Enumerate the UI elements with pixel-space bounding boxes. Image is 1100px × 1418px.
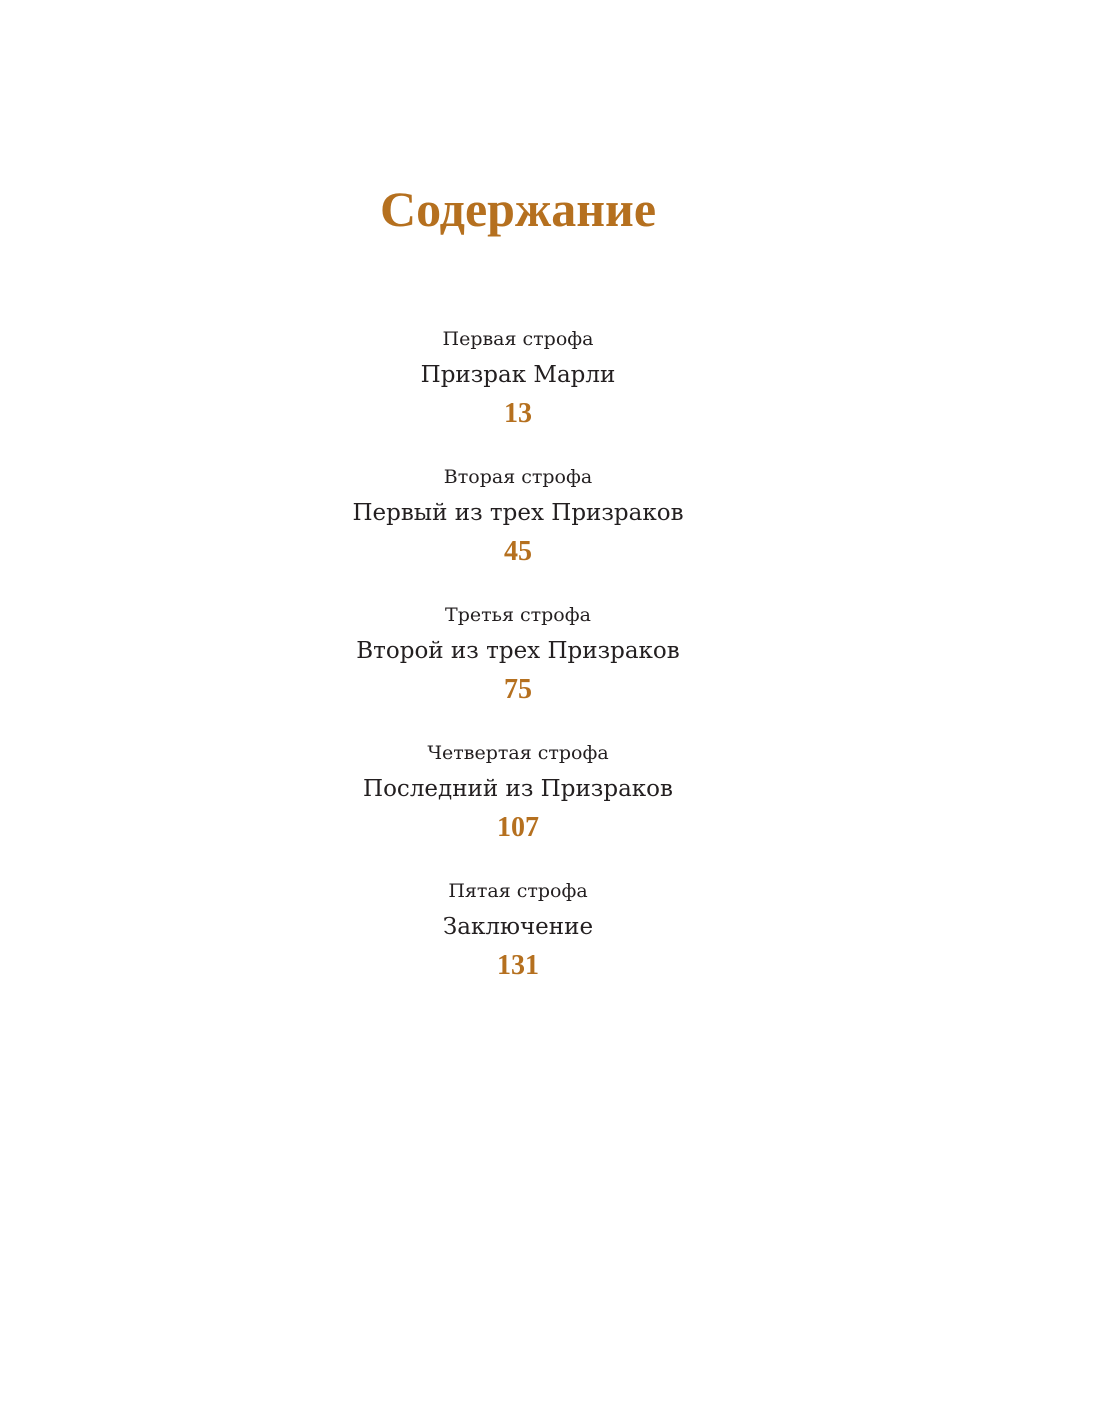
- toc-entry[interactable]: [0, 599, 1036, 737]
- chapter-title: Второй из трех Призраков: [356, 638, 680, 664]
- stanza-label: Третья строфа: [445, 604, 591, 626]
- chapter-title: Первый из трех Призраков: [352, 500, 684, 526]
- page-title: Содержание: [379, 181, 657, 237]
- stanza-label: Четвертая строфа: [427, 742, 609, 764]
- toc-entry[interactable]: [0, 737, 1036, 875]
- page-number: 13: [504, 398, 532, 429]
- stanza-label: Вторая строфа: [443, 466, 593, 488]
- page-number: 75: [504, 674, 532, 705]
- chapter-title: Заключение: [442, 914, 594, 940]
- page-number: 131: [497, 950, 539, 981]
- page-number: 45: [504, 536, 532, 567]
- chapter-title: Призрак Марли: [420, 362, 616, 388]
- toc-entry[interactable]: [0, 461, 1036, 599]
- stanza-label: Пятая строфа: [448, 880, 588, 902]
- table-of-contents: [0, 323, 1036, 1013]
- toc-entry[interactable]: [0, 323, 1036, 461]
- stanza-label: Первая строфа: [442, 328, 594, 350]
- chapter-title: Последний из Призраков: [363, 776, 673, 802]
- toc-entry[interactable]: [0, 875, 1036, 1013]
- page-number: 107: [497, 812, 539, 843]
